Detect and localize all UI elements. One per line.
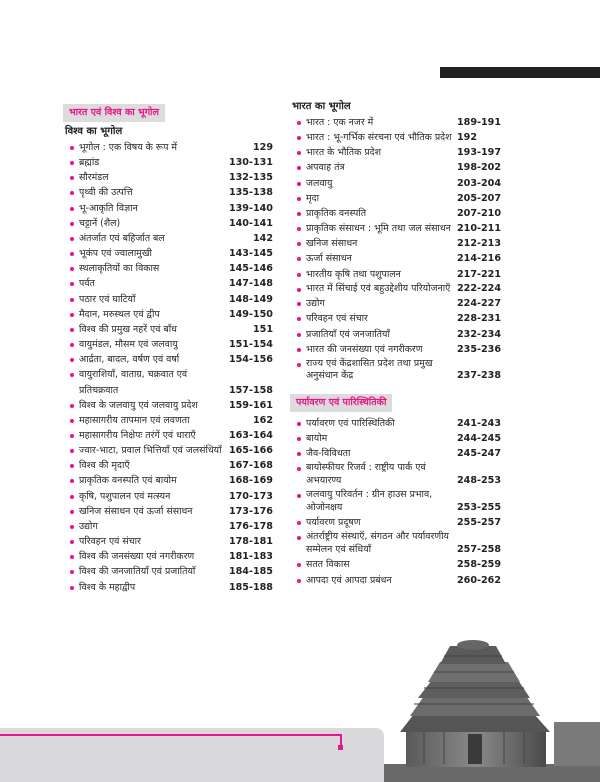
bullet-icon bbox=[297, 182, 301, 186]
bullet-icon bbox=[70, 313, 74, 317]
toc-entry-title: ऊर्जा संसाधन bbox=[306, 253, 352, 265]
toc-entry[interactable] bbox=[290, 251, 515, 266]
bullet-icon bbox=[70, 343, 74, 347]
bullet-icon bbox=[297, 363, 301, 367]
bullet-icon bbox=[297, 333, 301, 337]
bullet-icon bbox=[297, 348, 301, 352]
toc-entry-title: प्रजातियाँ एवं जनजातियाँ bbox=[306, 328, 390, 340]
toc-entry[interactable] bbox=[63, 307, 273, 322]
toc-entry-title: विश्व की प्रमुख नहरें एवं बाँध bbox=[79, 323, 177, 335]
toc-entry-page: 212-213 bbox=[457, 238, 502, 250]
toc-list-environment bbox=[290, 416, 515, 588]
toc-entry-page: 203-204 bbox=[457, 177, 502, 189]
toc-entry-title: विश्व की मृदाएँ bbox=[79, 460, 130, 472]
toc-entry-title: अंतर्राष्ट्रीय संस्थाएँ, संगठन और पर्यावरणीय सम्मेलन एवं संधियाँ bbox=[306, 531, 449, 555]
bullet-icon bbox=[297, 422, 301, 426]
bullet-icon bbox=[70, 161, 74, 165]
toc-left-column bbox=[63, 100, 273, 595]
toc-entry-page: 210-211 bbox=[457, 223, 502, 235]
toc-entry-title: कृषि, पशुपालन एवं मत्स्यन bbox=[79, 490, 171, 502]
bullet-icon bbox=[70, 525, 74, 529]
bullet-icon bbox=[297, 563, 301, 567]
toc-entry[interactable] bbox=[290, 130, 515, 145]
bullet-icon bbox=[297, 288, 301, 292]
bullet-icon bbox=[297, 494, 301, 498]
toc-entry-title: भूकंप एवं ज्वालामुखी bbox=[79, 248, 152, 260]
toc-entry-title: विश्व की जनजातियाँ एवं प्रजातियाँ bbox=[79, 566, 196, 578]
toc-entry-title: महासागरीय निक्षेपः तरंगें एवं धाराएँ bbox=[79, 429, 196, 441]
toc-entry[interactable] bbox=[63, 170, 273, 185]
toc-entry[interactable] bbox=[290, 488, 515, 515]
toc-entry-title: ब्रह्मांड bbox=[79, 157, 100, 169]
toc-entry-page: 151 bbox=[252, 323, 273, 335]
toc-entry-page: 232-234 bbox=[457, 328, 502, 340]
toc-entry[interactable] bbox=[290, 221, 515, 236]
toc-entry[interactable] bbox=[63, 337, 273, 352]
toc-entry-page: 147-148 bbox=[228, 278, 273, 290]
toc-entry-page: 167-168 bbox=[228, 460, 273, 472]
toc-entry[interactable] bbox=[290, 176, 515, 191]
bullet-icon bbox=[70, 298, 74, 302]
toc-entry[interactable] bbox=[290, 311, 515, 326]
toc-entry-page: 178-181 bbox=[228, 536, 273, 548]
toc-entry[interactable] bbox=[63, 443, 273, 458]
toc-entry[interactable] bbox=[63, 564, 273, 579]
toc-entry-page: 260-262 bbox=[457, 574, 502, 586]
bullet-icon bbox=[297, 273, 301, 277]
toc-entry-title: भारत के भौतिक प्रदेश bbox=[306, 147, 382, 159]
bullet-icon bbox=[70, 282, 74, 286]
toc-entry-title: भारतीय कृषि तथा पशुपालन bbox=[306, 268, 401, 280]
toc-list-india bbox=[290, 115, 515, 384]
toc-entry-page: 214-216 bbox=[457, 253, 502, 265]
bullet-icon bbox=[70, 207, 74, 211]
toc-entry[interactable] bbox=[63, 398, 273, 413]
bullet-icon bbox=[297, 197, 301, 201]
toc-entry[interactable] bbox=[63, 534, 273, 549]
toc-entry[interactable] bbox=[290, 461, 515, 488]
bullet-icon bbox=[70, 449, 74, 453]
section-title-india-world-geography: भारत एवं विश्व का भूगोल bbox=[63, 104, 165, 122]
toc-entry[interactable] bbox=[290, 446, 515, 461]
toc-entry[interactable] bbox=[63, 473, 273, 488]
footer-accent-dot bbox=[338, 745, 343, 750]
toc-entry[interactable] bbox=[290, 416, 515, 431]
toc-entry-page: 198-202 bbox=[457, 162, 502, 174]
bullet-icon bbox=[297, 302, 301, 306]
toc-entry[interactable] bbox=[63, 261, 273, 276]
toc-entry-page: 168-169 bbox=[228, 475, 273, 487]
toc-entry-title: जलवायु परिवर्तन : ग्रीन हाउस प्रभाव, ओजोनक्षय bbox=[306, 489, 433, 513]
toc-entry-title: वायुराशियाँ, वाताग्र, चक्रवात एवं प्रतिचक्रवात bbox=[79, 369, 188, 396]
toc-entry-page: 139-140 bbox=[228, 202, 273, 214]
toc-entry-title: उद्योग bbox=[79, 520, 98, 532]
toc-entry-title: पर्यावरण एवं पारिस्थितिकी bbox=[306, 417, 395, 429]
subsection-title-india-geography: भारत का भूगोल bbox=[292, 101, 351, 112]
toc-entry-title: परिवहन एवं संचार bbox=[306, 313, 368, 325]
bullet-icon bbox=[70, 479, 74, 483]
toc-entry[interactable] bbox=[63, 155, 273, 170]
toc-entry-page: 235-236 bbox=[457, 343, 502, 355]
toc-entry[interactable] bbox=[63, 367, 273, 397]
bullet-icon bbox=[70, 373, 74, 377]
bullet-icon bbox=[70, 495, 74, 499]
toc-entry[interactable] bbox=[290, 206, 515, 221]
toc-entry[interactable] bbox=[63, 216, 273, 231]
toc-entry[interactable] bbox=[290, 296, 515, 311]
bullet-icon bbox=[297, 166, 301, 170]
toc-entry[interactable] bbox=[290, 160, 515, 175]
toc-entry-page: 162 bbox=[252, 414, 273, 426]
bullet-icon bbox=[70, 267, 74, 271]
toc-entry-title: महासागरीय तापमान एवं लवणता bbox=[79, 414, 190, 426]
toc-entry-title: अंतर्जात एवं बहिर्जात बल bbox=[79, 232, 165, 244]
toc-entry-page: 170-173 bbox=[228, 490, 273, 502]
toc-right-column bbox=[290, 100, 515, 588]
toc-list-world bbox=[63, 140, 273, 595]
toc-entry[interactable] bbox=[63, 231, 273, 246]
toc-entry-page: 224-227 bbox=[457, 298, 502, 310]
toc-entry-page: 132-135 bbox=[228, 172, 273, 184]
toc-entry[interactable] bbox=[290, 557, 515, 572]
header-bar-decoration bbox=[440, 67, 600, 78]
toc-entry-page: 245-247 bbox=[457, 448, 502, 460]
bullet-icon bbox=[297, 151, 301, 155]
toc-entry-page: 176-178 bbox=[228, 520, 273, 532]
bullet-icon bbox=[297, 579, 301, 583]
toc-entry-page: 193-197 bbox=[457, 147, 502, 159]
bullet-icon bbox=[70, 237, 74, 241]
toc-entry-page: 258-259 bbox=[457, 559, 502, 571]
toc-entry-title: पठार एवं घाटियाँ bbox=[79, 293, 136, 305]
environment-section bbox=[290, 390, 515, 588]
toc-entry[interactable] bbox=[290, 145, 515, 160]
toc-entry[interactable] bbox=[63, 428, 273, 443]
toc-entry-page: 189-191 bbox=[457, 117, 502, 128]
toc-entry-title: विश्व की जनसंख्या एवं नगरीकरण bbox=[79, 551, 195, 563]
toc-entry-title: जलवायु bbox=[306, 177, 333, 189]
toc-entry[interactable] bbox=[63, 489, 273, 504]
toc-entry[interactable] bbox=[63, 276, 273, 291]
toc-entry[interactable] bbox=[63, 246, 273, 261]
bullet-icon bbox=[70, 586, 74, 590]
toc-entry-title: भारत : एक नजर में bbox=[306, 117, 374, 128]
bullet-icon bbox=[70, 328, 74, 332]
toc-entry[interactable] bbox=[63, 322, 273, 337]
toc-entry-title: मृदा bbox=[306, 192, 320, 204]
toc-entry-title: बायोम bbox=[306, 433, 328, 444]
bullet-icon bbox=[70, 570, 74, 574]
toc-entry-page: 185-188 bbox=[228, 581, 273, 593]
toc-entry[interactable] bbox=[290, 115, 515, 130]
toc-entry-page: 184-185 bbox=[228, 566, 273, 578]
bullet-icon bbox=[70, 434, 74, 438]
toc-entry[interactable] bbox=[290, 530, 515, 557]
toc-entry-title: खनिज संसाधन एवं ऊर्जा संसाधन bbox=[79, 505, 193, 517]
toc-entry[interactable] bbox=[290, 267, 515, 282]
toc-entry-page: 173-176 bbox=[228, 505, 273, 517]
footer-accent-line bbox=[0, 734, 342, 736]
toc-entry-page: 244-245 bbox=[457, 433, 502, 444]
toc-entry-title: विश्व के महाद्वीप bbox=[79, 581, 136, 593]
toc-entry-page: 257-258 bbox=[457, 543, 502, 555]
toc-entry-title: भूगोल : एक विषय के रूप में bbox=[79, 142, 177, 153]
toc-entry[interactable] bbox=[63, 458, 273, 473]
toc-entry-title: अपवाह तंत्र bbox=[306, 162, 345, 174]
bullet-icon bbox=[70, 555, 74, 559]
toc-entry-page: 205-207 bbox=[457, 192, 502, 204]
bullet-icon bbox=[297, 242, 301, 246]
toc-entry-title: उद्योग bbox=[306, 298, 325, 310]
toc-entry[interactable] bbox=[290, 282, 515, 297]
footer-panel bbox=[0, 728, 384, 782]
toc-entry-title: बायोस्फीयर रिजर्व : राष्ट्रीय पार्क एवं अभयारण्य bbox=[306, 462, 426, 486]
bullet-icon bbox=[297, 521, 301, 525]
toc-entry-title: भारत की जनसंख्या एवं नगरीकरण bbox=[306, 343, 423, 355]
toc-entry[interactable] bbox=[63, 292, 273, 307]
toc-entry-title: प्राकृतिक वनस्पति bbox=[306, 207, 367, 219]
bullet-icon bbox=[70, 146, 74, 150]
toc-entry-title: जैव-विविधता bbox=[306, 448, 351, 460]
toc-entry-page: 140-141 bbox=[228, 217, 273, 229]
toc-entry-page: 241-243 bbox=[457, 417, 502, 429]
toc-entry-title: पर्वत bbox=[79, 278, 95, 290]
toc-entry-page: 253-255 bbox=[457, 501, 502, 513]
toc-entry-title: चट्टानें (शैल) bbox=[79, 217, 121, 229]
bullet-icon bbox=[297, 452, 301, 456]
bullet-icon bbox=[297, 536, 301, 540]
toc-entry-page: 142 bbox=[252, 232, 273, 244]
toc-entry-title: आपदा एवं आपदा प्रबंधन bbox=[306, 574, 392, 586]
bullet-icon bbox=[70, 191, 74, 195]
bullet-icon bbox=[70, 510, 74, 514]
bullet-icon bbox=[70, 252, 74, 256]
toc-entry-title: स्थलाकृतियों का विकास bbox=[79, 263, 160, 275]
toc-entry[interactable] bbox=[63, 504, 273, 519]
toc-entry[interactable] bbox=[63, 352, 273, 367]
toc-entry-page: 237-238 bbox=[457, 370, 502, 382]
toc-entry[interactable] bbox=[63, 185, 273, 200]
toc-entry[interactable] bbox=[290, 236, 515, 251]
toc-entry-page: 222-224 bbox=[457, 282, 502, 294]
temple-illustration bbox=[384, 632, 600, 782]
bullet-icon bbox=[297, 467, 301, 471]
toc-entry-title: राज्य एवं केंद्रशासित प्रदेश तथा प्रमुख अनुसंधान केंद्र bbox=[306, 357, 433, 382]
toc-entry-title: खनिज संसाधन bbox=[306, 238, 358, 250]
toc-entry-title: प्राकृतिक संसाधन : भूमि तथा जल संसाधन bbox=[306, 223, 451, 235]
toc-entry-title: मैदान, मरुस्थल एवं द्वीप bbox=[79, 308, 160, 320]
bullet-icon bbox=[297, 227, 301, 231]
toc-entry-page: 151-154 bbox=[228, 339, 273, 351]
toc-entry-page: 181-183 bbox=[228, 551, 273, 563]
bullet-icon bbox=[297, 212, 301, 216]
toc-entry-title: आर्द्रता, बादल, वर्षण एवं वर्षा bbox=[79, 354, 180, 366]
bullet-icon bbox=[70, 419, 74, 423]
toc-entry-page: 129 bbox=[252, 142, 273, 153]
toc-entry[interactable] bbox=[290, 573, 515, 588]
bullet-icon bbox=[70, 222, 74, 226]
toc-entry-page: 148-149 bbox=[228, 293, 273, 305]
toc-entry-page: 130-131 bbox=[228, 157, 273, 169]
toc-entry-title: सतत विकास bbox=[306, 559, 350, 571]
toc-entry-page: 207-210 bbox=[457, 207, 502, 219]
toc-entry[interactable] bbox=[290, 327, 515, 342]
bullet-icon bbox=[297, 136, 301, 140]
toc-entry-page: 149-150 bbox=[228, 308, 273, 320]
toc-entry[interactable] bbox=[63, 140, 273, 155]
toc-entry[interactable] bbox=[63, 549, 273, 564]
toc-entry-page: 154-156 bbox=[228, 354, 273, 366]
toc-entry-title: भारत में सिंचाई एवं बहुउद्देशीय परियोजनाएँ bbox=[306, 282, 451, 294]
toc-entry[interactable] bbox=[63, 201, 273, 216]
bullet-icon bbox=[70, 404, 74, 408]
section-title-environment: पर्यावरण एवं पारिस्थितिकी bbox=[290, 394, 392, 412]
toc-entry[interactable] bbox=[290, 515, 515, 530]
bullet-icon bbox=[297, 437, 301, 441]
toc-entry-page: 157-158 bbox=[228, 384, 273, 396]
toc-entry[interactable] bbox=[290, 357, 515, 384]
bullet-icon bbox=[70, 358, 74, 362]
toc-entry-page: 163-164 bbox=[228, 429, 273, 441]
bullet-icon bbox=[297, 257, 301, 261]
toc-entry[interactable] bbox=[63, 580, 273, 595]
toc-entry-page: 145-146 bbox=[228, 263, 273, 275]
toc-entry-page: 135-138 bbox=[228, 187, 273, 199]
toc-entry-page: 159-161 bbox=[228, 399, 273, 411]
toc-entry-page: 143-145 bbox=[228, 248, 273, 260]
toc-entry-title: भू-आकृति विज्ञान bbox=[79, 202, 138, 214]
toc-entry-page: 165-166 bbox=[228, 445, 273, 457]
toc-entry-title: परिवहन एवं संचार bbox=[79, 536, 141, 548]
toc-entry[interactable] bbox=[290, 191, 515, 206]
subsection-title-world-geography: विश्व का भूगोल bbox=[65, 126, 123, 137]
toc-entry-title: पृथ्वी की उत्पत्ति bbox=[79, 187, 133, 199]
toc-entry-title: भारत : भू-गर्भिक संरचना एवं भौतिक प्रदेश bbox=[306, 132, 452, 144]
toc-entry[interactable] bbox=[63, 413, 273, 428]
toc-entry-page: 217-221 bbox=[457, 268, 502, 280]
toc-entry-page: 192 bbox=[457, 132, 478, 144]
toc-entry-title: ज्वार-भाटा, प्रवाल भित्तियाँ एवं जलसंधियाँ bbox=[79, 445, 222, 457]
bullet-icon bbox=[297, 121, 301, 125]
toc-entry-title: सौरमंडल bbox=[79, 172, 109, 184]
toc-entry[interactable] bbox=[290, 342, 515, 357]
toc-entry[interactable] bbox=[63, 519, 273, 534]
bullet-icon bbox=[70, 540, 74, 544]
toc-entry-page: 228-231 bbox=[457, 313, 502, 325]
bullet-icon bbox=[70, 464, 74, 468]
toc-entry-title: विश्व के जलवायु एवं जलवायु प्रदेश bbox=[79, 399, 198, 411]
toc-entry-title: वायुमंडल, मौसम एवं जलवायु bbox=[79, 339, 178, 351]
toc-entry-page: 255-257 bbox=[457, 517, 502, 529]
bullet-icon bbox=[70, 176, 74, 180]
bullet-icon bbox=[297, 317, 301, 321]
toc-entry[interactable] bbox=[290, 431, 515, 446]
toc-entry-page: 248-253 bbox=[457, 474, 502, 486]
toc-entry-title: प्राकृतिक वनस्पति एवं बायोम bbox=[79, 475, 177, 487]
toc-entry-title: पर्यावरण प्रदूषण bbox=[306, 517, 361, 529]
